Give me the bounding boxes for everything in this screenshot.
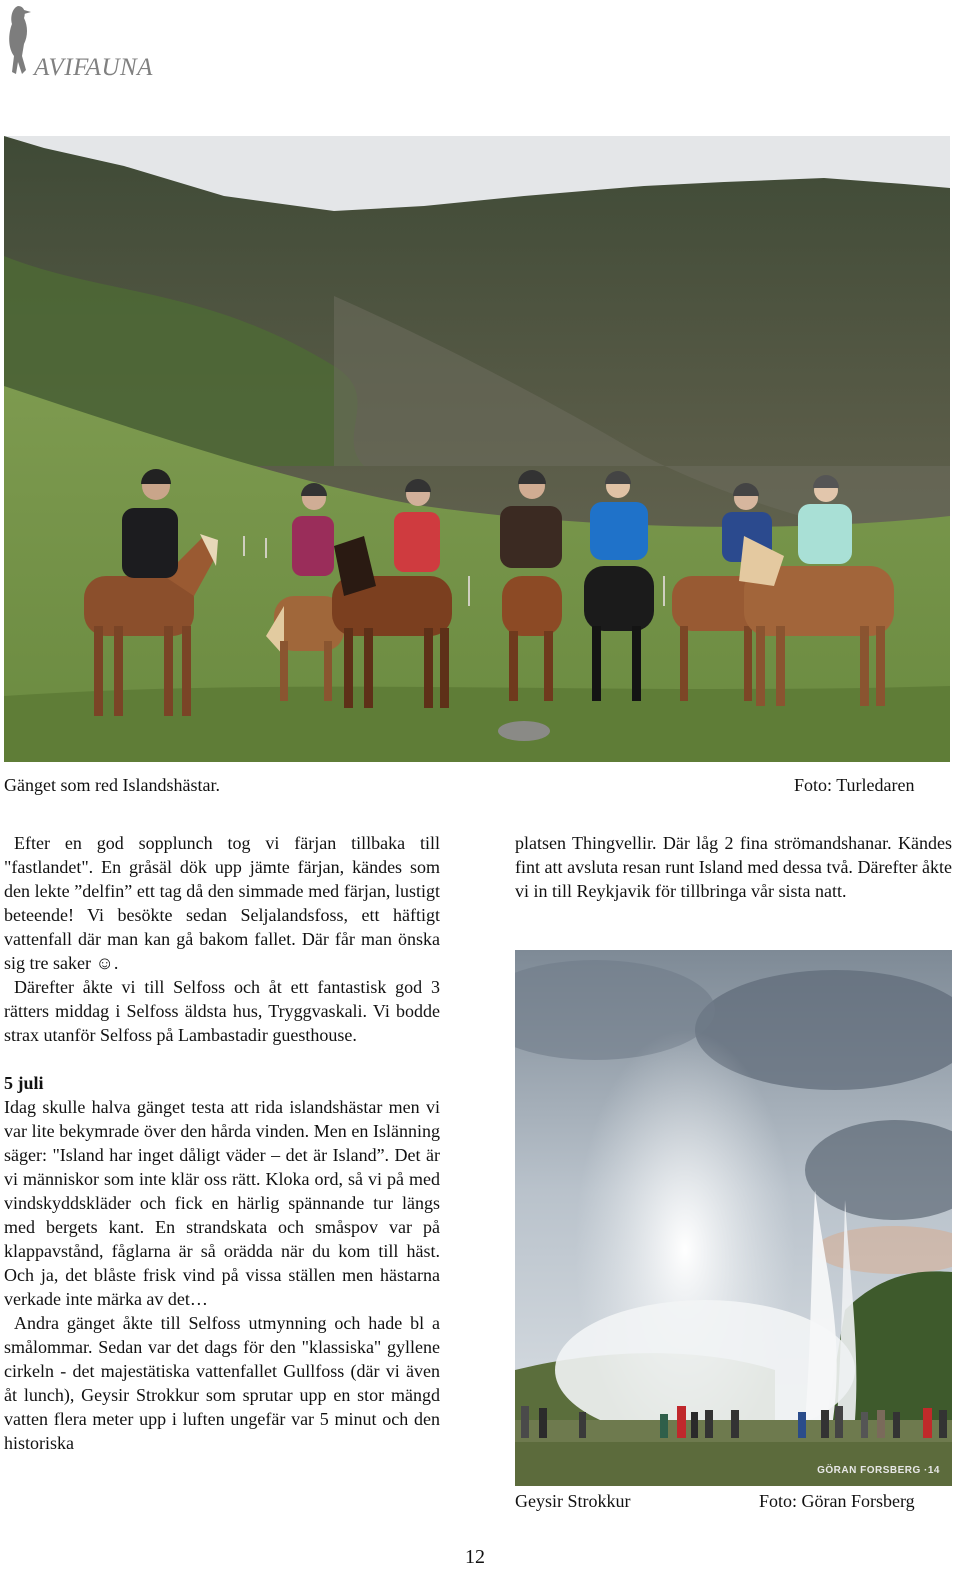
page-number: 12: [465, 1546, 485, 1568]
geysir-photo-caption: Geysir Strokkur: [515, 1491, 631, 1511]
section-heading-5-juli: 5 juli: [4, 1073, 44, 1093]
logo-wordmark: AVIFAUNA: [34, 54, 153, 81]
riders-photo: [4, 136, 950, 762]
riders-photo-caption: Gänget som red Islandshästar.: [4, 775, 220, 795]
bird-silhouette-icon: [4, 4, 34, 76]
photo-watermark: GÖRAN FORSBERG ·14: [817, 1465, 940, 1476]
paragraph: Efter en god sopplunch tog vi färjan tillbaka till "fastlandet". En gråsäl dök upp jämte färjan, kändes som den lekte ”delfin” ett tag då den simmade med färjan, lustigt beteende! Vi besökte sedan Seljalandsfoss, ett häftigt vattenfall där man kan gå bakom fallet. Där får man önska sig tre saker ☺.: [4, 833, 440, 973]
paragraph: Andra gänget åkte till Selfoss utmynning och hade bl a smålommar. Sedan var det dags för den "klassiska" gyllene cirkeln - det majestätiska vattenfallet Gullfoss (där vi även åt lunch), Geysir Strokkur som sprutar upp en stor mängd vatten flera meter upp i luften ungefär var 5 minut och den historiska: [4, 1313, 440, 1453]
paragraph: Idag skulle halva gänget testa att rida islandshästar men vi var lite bekymrade över den hårda vinden. Men en Islänning säger: "Island har inget dåligt väder – det är Island”. Det är vi människor som inte klär oss rätt. Kloka ord, så vi på med vindskyddskläder och fick en härlig spännande tur längs med bergets kant. En strandskata och småspov var på klappavstånd, fåglarna är så orädda när du kom till häst. Och ja, det blåste frisk vind på vissa ställen men hästarna verkade inte märka av det…: [4, 1097, 440, 1309]
right-column: [515, 831, 952, 903]
paragraph: platsen Thingvellir. Där låg 2 fina strömandshanar. Kändes fint att avsluta resan runt Island med dessa två. Därefter åkte vi in till Reykjavik för tillbringa vår sista natt.: [515, 833, 952, 901]
paragraph: Därefter åkte vi till Selfoss och åt ett fantastisk god 3 rätters middag i Selfoss äldsta hus, Tryggvaskali. Vi bodde strax utanför Selfoss på Lambastadir guesthouse.: [4, 977, 440, 1045]
left-column: [4, 831, 440, 1455]
riders-photo-credit: Foto: Turledaren: [794, 775, 915, 795]
geysir-strokkur-photo: [515, 950, 952, 1486]
geysir-photo-credit: Foto: Göran Forsberg: [759, 1491, 915, 1511]
avifauna-logo: [4, 4, 184, 80]
